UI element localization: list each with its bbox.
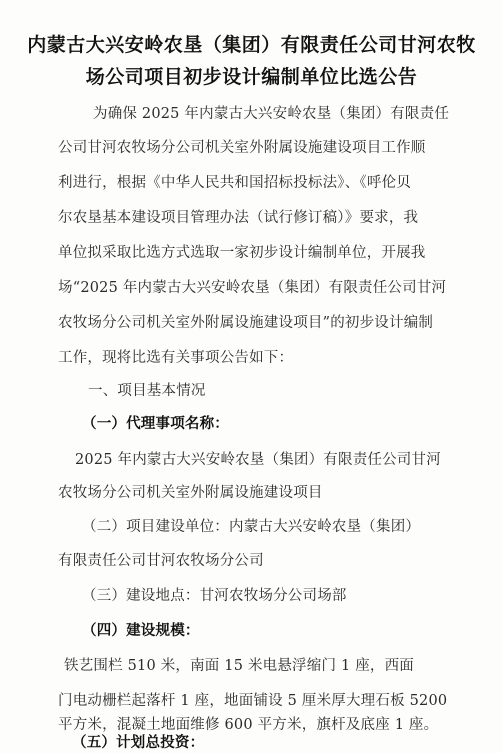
paragraph-line: 为确保 2025 年内蒙古大兴安岭农垦（集团）有限责任: [93, 106, 450, 122]
paragraph-line: 工作，现将比选有关事项公告如下：: [58, 350, 294, 366]
paragraph-line: 公司甘河农牧场分公司机关室外附属设施建设项目工作顺: [58, 140, 426, 156]
paragraph-line: 平方米，混凝土地面维修 600 平方米，旗杆及底座 1 座。: [58, 717, 439, 733]
paragraph-line: 门电动栅栏起落杆 1 座，地面铺设 5 厘米厚大理石板 5200: [58, 693, 448, 709]
paragraph-line: 场“2025 年内蒙古大兴安岭农垦（集团）有限责任公司甘河: [58, 280, 447, 296]
subsection-heading: （四）建设规模：: [82, 622, 200, 639]
document-title-line-2: 场公司项目初步设计编制单位比选公告: [85, 66, 418, 88]
paragraph-line: 2025 年内蒙古大兴安岭农垦（集团）有限责任公司甘河: [75, 452, 441, 468]
subsection-heading: （二）项目建设单位：内蒙古大兴安岭农垦（集团）: [82, 519, 421, 535]
paragraph-line: 农牧场分公司机关室外附属设施建设项目”的初步设计编制: [58, 315, 434, 331]
subsection-heading: （一）代理事项名称：: [82, 415, 229, 432]
paragraph-line: 铁艺围栏 510 米，南面 15 米电悬浮缩门 1 座，西面: [64, 658, 415, 674]
paragraph-line: 有限责任公司甘河农牧场分公司: [58, 553, 264, 569]
subsection-heading: （三）建设地点：甘河农牧场分公司场部: [82, 588, 347, 604]
paragraph-line: 单位拟采取比选方式选取一家初步设计编制单位，开展我: [58, 245, 426, 261]
section-heading: 一、项目基本情况: [88, 383, 206, 399]
document-title-line-1: 内蒙古大兴安岭农垦（集团）有限责任公司甘河农牧: [27, 34, 476, 56]
subsection-heading: （五）计划总投资：: [72, 734, 205, 751]
paragraph-line: 尔农垦基本建设项目管理办法（试行修订稿）》要求，我: [58, 210, 419, 226]
paragraph-line: 利进行，根据《中华人民共和国招标投标法》、《呼伦贝: [58, 175, 411, 191]
paragraph-line: 农牧场分公司机关室外附属设施建设项目: [58, 485, 323, 501]
